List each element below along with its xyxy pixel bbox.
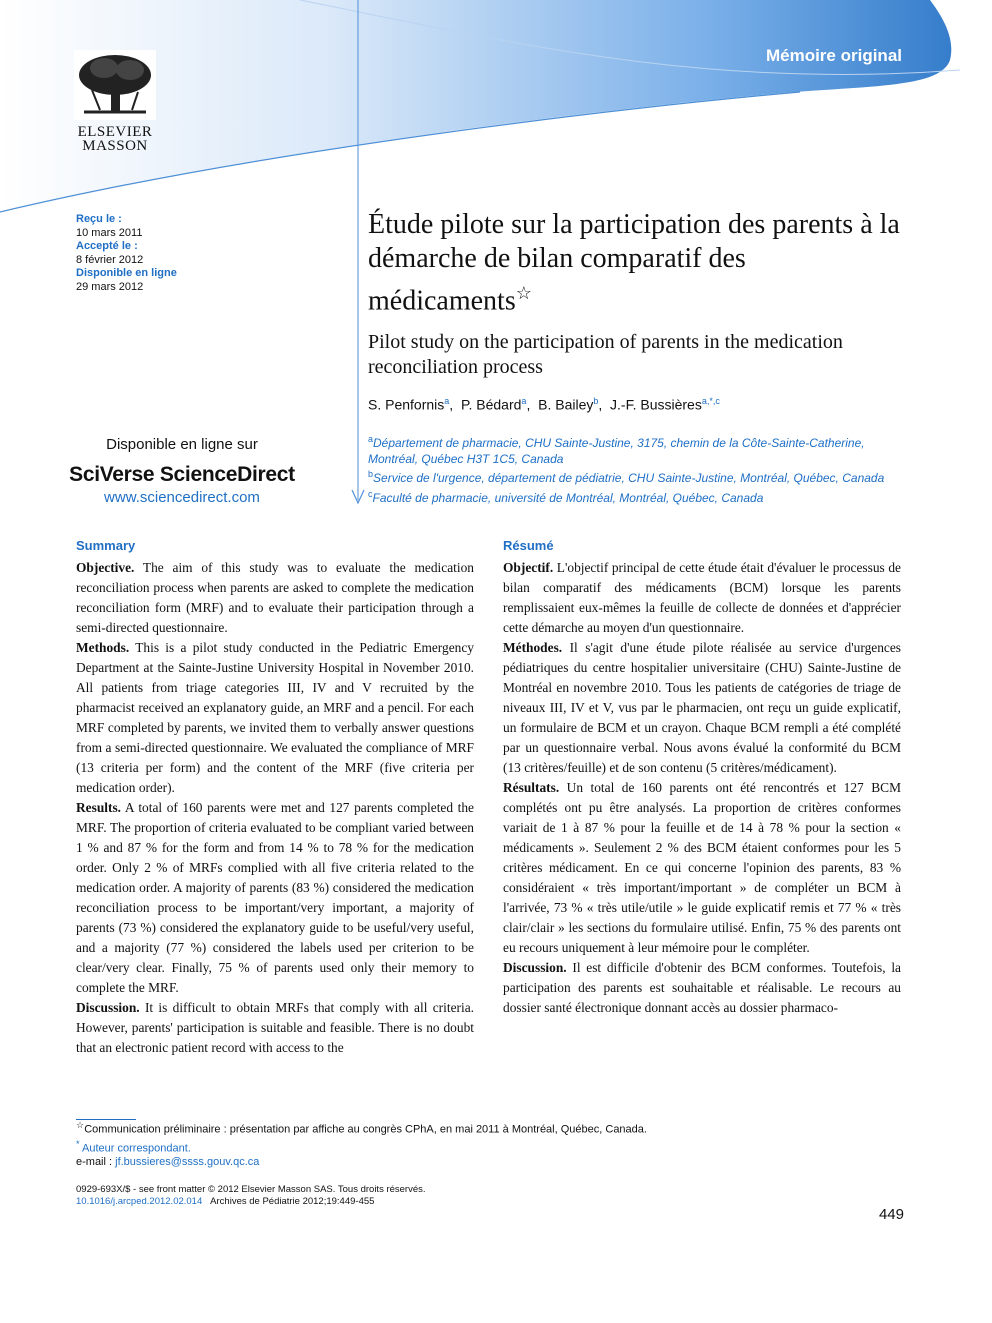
author: S. Penfornis: [368, 396, 445, 413]
paragraph-text: This is a pilot study conducted in the Pediatric Emergency Department at the Sainte-Justine University Hospital in November 2010. All patients from triage categories III, IV and V recruited by the pharmacist received an explanatory guide, an MRF and a pencil. For each MRF completed by parents, we invited them to verbally answer questions from a semi-directed questionnaire. We evaluated the compliance of MRF (13 criteria per form) and the content of the MRF (five criteria per medication order).: [76, 640, 474, 795]
affiliation-text: Faculté de pharmacie, université de Montréal, Montréal, Québec, Canada: [372, 490, 764, 505]
affiliation-mark: b: [368, 469, 374, 479]
tree-logo-icon: [74, 50, 156, 120]
article-title-text: Étude pilote sur la participation des parents à la démarche de bilan comparatif des médicaments: [368, 209, 900, 317]
publisher-name-2: MASSON: [82, 138, 148, 154]
footnote-corresponding: [76, 1137, 876, 1156]
doi-link[interactable]: 10.1016/j.arcped.2012.02.014: [76, 1196, 203, 1207]
affiliations: [368, 432, 908, 506]
footnotes: [76, 1118, 876, 1169]
accepted-label: Accepté le :: [76, 240, 138, 252]
online-date: 29 mars 2012: [76, 280, 144, 293]
paragraph-text: It is difficult to obtain MRFs that comply with all criteria. However, parents' participation is suitable and feasible. There is no doubt that an electronic patient record with access to the: [76, 1000, 474, 1055]
paragraph-text: Un total de 160 parents ont été rencontrés et 127 BCM complétés ont pu être analysés. La proportion de critères conformes variait de 1 à 87 % pour la feuille et de 14 à 78 % pour la section « médicaments ». Seulement 2 % des BCM étaient conformes pour les 5 critères médicament. En ce qui concerne l'opinion des parents, 83 % considéraient « très important/important » de compléter un BCM à l'arrivée, 73 % « très utile/utile » le guide explicatif remis et 77 % « très clair/clair » les sections du formulaire utilisé. Enfin, 75 % des parents ont eu recours uniquement à leur mémoire pour le compléter.: [503, 780, 901, 955]
summary-paragraph: [76, 798, 474, 998]
summary-paragraph: [76, 998, 474, 1058]
footnote-asterisk: *: [76, 1138, 80, 1149]
footnote-text: Auteur correspondant.: [82, 1142, 191, 1155]
resume-column: [503, 558, 901, 1018]
sciencedirect-block: [62, 436, 302, 506]
author-affil-mark[interactable]: b: [593, 396, 599, 406]
paragraph-label: Résultats.: [503, 780, 560, 795]
accepted-date: 8 février 2012: [76, 253, 144, 266]
affiliation-mark: c: [368, 488, 373, 499]
article-title: [368, 208, 908, 318]
online-label: Disponible en ligne: [76, 267, 177, 279]
paragraph-label: Méthodes.: [503, 640, 563, 655]
summary-paragraph: [76, 558, 474, 638]
paragraph-label: Objectif.: [503, 560, 554, 575]
email-link[interactable]: jf.bussieres@ssss.gouv.qc.ca: [115, 1156, 260, 1169]
paragraph-text: The aim of this study was to evaluate the medication reconciliation process when parents are asked to complete the medication reconciliation form (MRF) and to evaluate their participation through a semi-directed questionnaire.: [76, 560, 474, 635]
title-footnote-mark[interactable]: ☆: [515, 283, 532, 303]
sciencedirect-brand: SciVerse ScienceDirect: [69, 463, 295, 486]
paragraph-label: Discussion.: [503, 960, 567, 975]
footnote-communication: [76, 1118, 876, 1137]
resume-paragraph: [503, 958, 901, 1018]
email-label: e-mail :: [76, 1156, 113, 1169]
author: P. Bédard: [460, 396, 522, 413]
paragraph-label: Methods.: [76, 640, 130, 655]
author-affil-mark[interactable]: a: [521, 396, 527, 406]
author: B. Bailey: [538, 396, 594, 413]
summary-heading: Summary: [76, 538, 136, 553]
publisher-name-1: ELSEVIER: [77, 124, 153, 140]
paragraph-text: L'objectif principal de cette étude était d'évaluer le processus de bilan comparatif des médicaments (BCM) lorsque les parents remplissaient eux-mêmes la feuille de collecte de données et d'apprécier cette démarche au moyen d'un questionnaire.: [503, 560, 901, 635]
footnote-star-mark: ☆: [76, 1120, 85, 1130]
received-date: 10 mars 2011: [76, 226, 143, 239]
received-label: Reçu le :: [76, 213, 122, 225]
summary-column: [76, 558, 474, 1058]
article-dates: [76, 213, 177, 294]
paragraph-label: Discussion.: [76, 1000, 140, 1015]
author-list: S. Penfornis$^a$, P. Bédard$^a$, B. Bailey$^b$, J.-F. Bussières$^{a,*,c}$: [368, 396, 720, 413]
footnote-email: [76, 1155, 876, 1169]
resume-paragraph: [503, 558, 901, 638]
paragraph-label: Objective.: [76, 560, 135, 575]
resume-heading: Résumé: [503, 538, 554, 553]
author-affil-mark[interactable]: a,*,c: [701, 396, 720, 406]
journal-citation: Archives de Pédiatrie 2012;19:449-455: [210, 1196, 375, 1207]
paragraph-text: A total of 160 parents were met and 127 parents completed the MRF. The proportion of criteria evaluated to be compliant varied between 1 % and 87 % for the form and from 14 % to 78 % for the medication order. Only 2 % of MRFs complied with all five criteria related to the medication order. A majority of parents (83 %) considered the medication reconciliation process to be important/very important, a majority of parents (73 %) considered the explanatory guide to be useful/very useful, and a majority (77 %) considered the labels used per criterion to be clear/very clear. Finally, 75 % of parents used only their memory to complete the MRF.: [76, 800, 474, 995]
article-subtitle: Pilot study on the participation of parents in the medication reconciliation process: [368, 331, 843, 378]
summary-paragraph: [76, 638, 474, 798]
affiliation-mark: a: [368, 434, 374, 444]
affiliation: [368, 432, 908, 467]
affiliation-text: Service de l'urgence, département de pédiatrie, CHU Sainte-Justine, Montréal, Québec, Canada: [373, 471, 885, 485]
available-online-text: Disponible en ligne sur: [106, 436, 258, 453]
section-tag: Mémoire original: [765, 46, 902, 65]
author-affil-mark[interactable]: a: [444, 396, 450, 406]
resume-paragraph: [503, 638, 901, 778]
affiliation-text: Département de pharmacie, CHU Sainte-Justine, 3175, chemin de la Côte-Sainte-Catherine, Montréal, Québec H3T 1C5, Canada: [368, 436, 865, 466]
paragraph-text: Il s'agit d'une étude pilote réalisée au service d'urgences pédiatriques du centre hospitalier universitaire (CHU) Sainte-Justine de Montréal en novembre 2010. Tous les patients de catégories de triage de niveaux III, IV et V, vus par le pharmacien, ont reçu un guide explicatif, un formulaire de BCM et un crayon. Chaque BCM rempli a été complété par un questionnaire verbal. Nous avons évalué la conformité du BCM (13 critères/feuille) et de son contenu (5 critères/médicament).: [503, 640, 901, 775]
affiliation: [368, 487, 908, 507]
paragraph-label: Results.: [76, 800, 122, 815]
resume-paragraph: [503, 778, 901, 958]
affiliation: [368, 467, 908, 487]
publisher-logo: [74, 50, 156, 153]
paragraph-text: Il est difficile d'obtenir des BCM conformes. Toutefois, la participation des parents est souhaitable et réalisable. Le recours au dossier santé électronique donnant accès au dossier pharmaco-: [503, 960, 901, 1015]
footnote-text: Communication préliminaire : présentation par affiche au congrès CPhA, en mai 2011 à Montréal, Québec, Canada.: [84, 1123, 647, 1136]
sciencedirect-link[interactable]: www.sciencedirect.com: [104, 489, 260, 506]
author: J.-F. Bussières: [610, 396, 702, 413]
issn-line: 0929-693X/$ - see front matter © 2012 Elsevier Masson SAS. Tous droits réservés.: [76, 1184, 426, 1195]
publication-info: [76, 1184, 426, 1208]
page-number: 449: [878, 1206, 904, 1223]
